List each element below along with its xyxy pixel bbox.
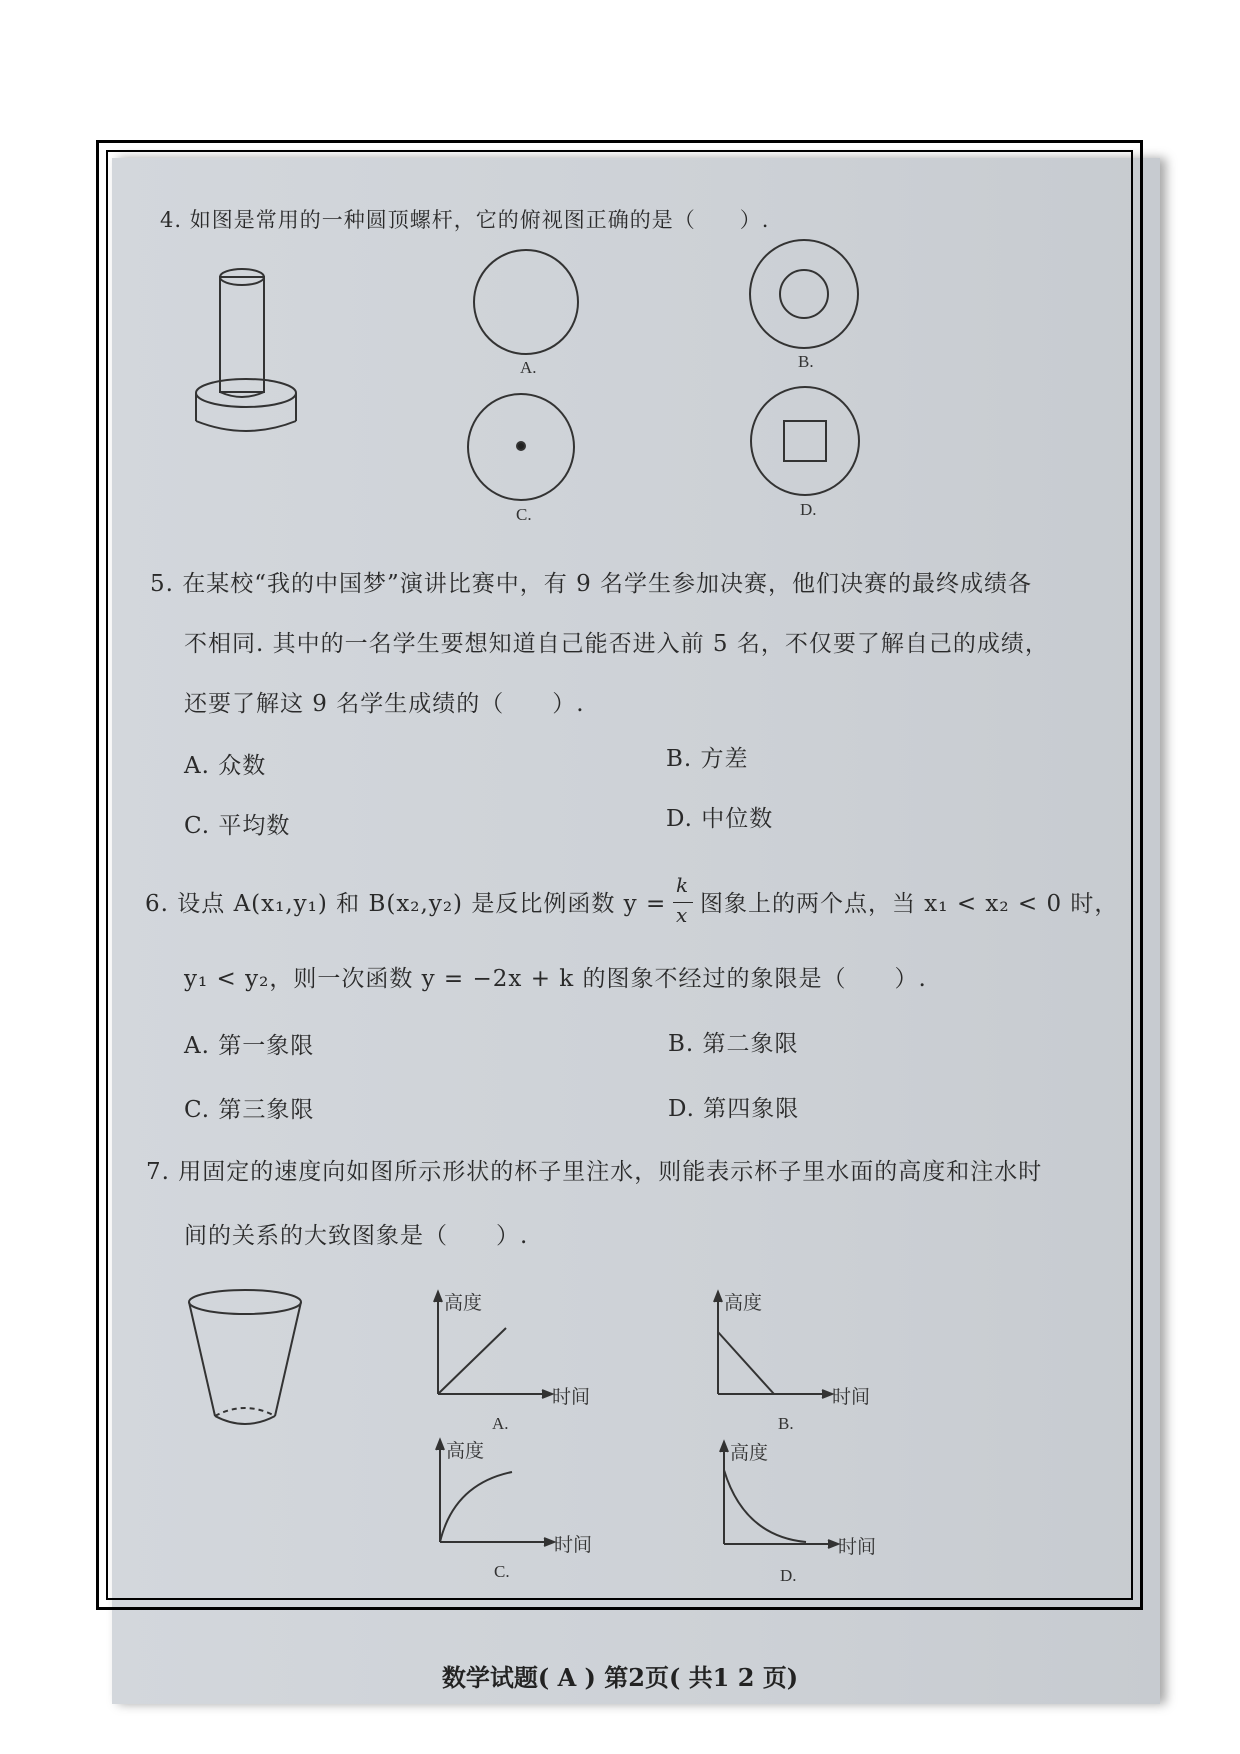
- q7-label-d: D.: [780, 1566, 797, 1585]
- graph-d-xlabel: 时间: [838, 1536, 877, 1558]
- q6-option-c: C. 第三象限: [184, 1097, 315, 1123]
- option-b-ring: [748, 238, 863, 353]
- q6-fraction-denominator: x: [676, 903, 689, 927]
- q5-option-d: D. 中位数: [666, 806, 774, 832]
- q6-option-b: B. 第二象限: [668, 1031, 799, 1057]
- q6-line1-start: 6. 设点 A(x₁,y₁) 和 B(x₂,y₂) 是反比例函数 y =: [145, 891, 667, 917]
- graph-a-xlabel: 时间: [552, 1386, 591, 1408]
- q4-stem: 4. 如图是常用的一种圆顶螺杆，它的俯视图正确的是（ ）.: [160, 208, 770, 232]
- graph-a-ylabel: 高度: [444, 1292, 483, 1314]
- graph-b-ylabel: 高度: [724, 1292, 763, 1314]
- option-c-dot: [466, 392, 578, 504]
- q6-fraction-numerator: k: [676, 873, 690, 897]
- q5-option-b: B. 方差: [666, 746, 749, 772]
- graph-c-xlabel: 时间: [554, 1534, 593, 1556]
- q7-line1: 7. 用固定的速度向如图所示形状的杯子里注水，则能表示杯子里水面的高度和注水时: [146, 1159, 1043, 1185]
- graph-d-ylabel: 高度: [730, 1442, 769, 1464]
- q5-line1: 5. 在某校“我的中国梦”演讲比赛中，有 9 名学生参加决赛，他们决赛的最终成绩各: [150, 571, 1033, 597]
- q6-line1-end: 图象上的两个点，当 x₁ < x₂ < 0 时，: [700, 891, 1119, 917]
- q6-option-d: D. 第四象限: [668, 1096, 800, 1122]
- screw-figure: [190, 265, 310, 440]
- cup-figure: [185, 1288, 315, 1438]
- page-footer: 数学试题( A ) 第2页( 共1 2 页): [441, 1663, 799, 1692]
- q5-option-c: C. 平均数: [184, 813, 291, 839]
- q6-line2: y₁ < y₂，则一次函数 y = −2x + k 的图象不经过的象限是（ ）.: [184, 966, 927, 992]
- q4-label-a: A.: [520, 358, 537, 377]
- q5-line2: 不相同. 其中的一名学生要想知道自己能否进入前 5 名，不仅要了解自己的成绩，: [184, 631, 1049, 657]
- q5-line3: 还要了解这 9 名学生成绩的（ ）.: [184, 691, 585, 717]
- graph-b-xlabel: 时间: [832, 1386, 871, 1408]
- q7-label-c: C.: [494, 1562, 510, 1581]
- option-a-circle: [472, 248, 582, 358]
- option-d-square: [749, 385, 864, 500]
- q6-option-a: A. 第一象限: [184, 1033, 315, 1059]
- q7-line2: 间的关系的大致图象是（ ）.: [184, 1223, 529, 1249]
- q4-label-c: C.: [516, 505, 532, 524]
- q5-option-a: A. 众数: [184, 753, 267, 779]
- q4-label-d: D.: [800, 500, 817, 519]
- graph-c-ylabel: 高度: [446, 1440, 485, 1462]
- q7-label-a: A.: [492, 1414, 509, 1433]
- q7-label-b: B.: [778, 1414, 794, 1433]
- q4-label-b: B.: [798, 352, 814, 371]
